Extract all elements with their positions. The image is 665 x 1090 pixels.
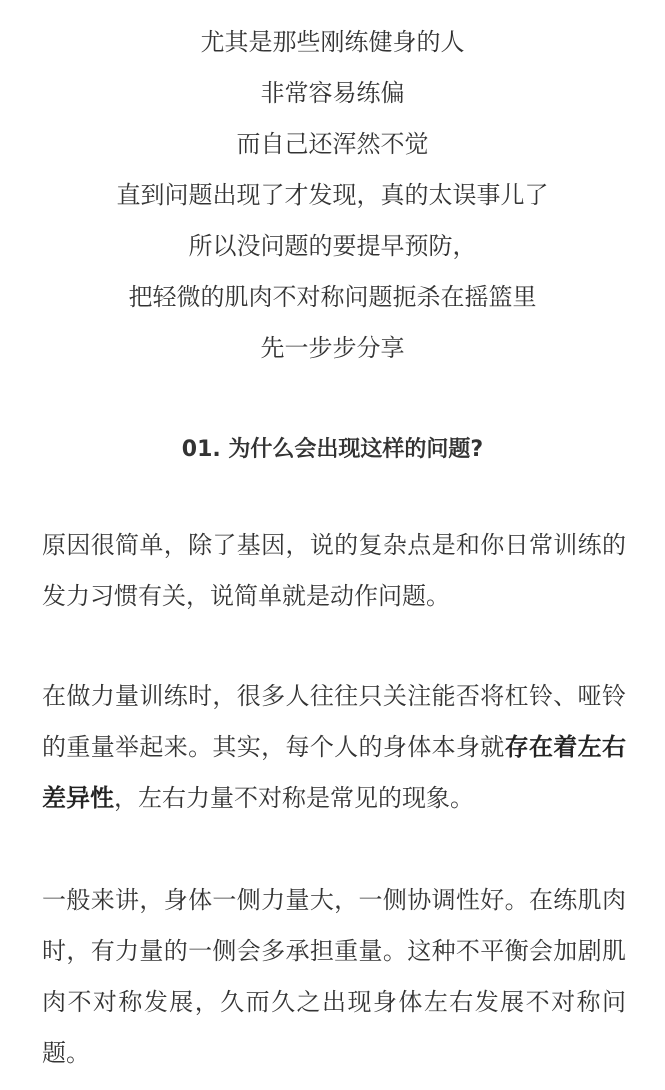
paragraph-1	[42, 520, 626, 622]
paragraph-2	[42, 671, 626, 824]
paragraph-line	[42, 722, 626, 773]
paragraph-line: 原因很简单，除了基因，说的复杂点是和你日常训练的	[42, 531, 626, 559]
text-span: 的重量举起来。其实，每个人的身体本身就	[42, 733, 505, 761]
paragraph-line: 发力习惯有关，说简单就是动作问题。	[42, 582, 450, 610]
text-span: ，左右力量不对称是常见的现象。	[114, 784, 474, 812]
intro-line: 尤其是那些刚练健身的人	[200, 28, 465, 56]
intro-line: 直到问题出现了才发现，真的太误事儿了	[116, 181, 549, 209]
section-heading: 01. 为什么会出现这样的问题?	[181, 437, 484, 462]
paragraph-line: 题。	[42, 1039, 90, 1067]
intro-lines	[0, 17, 665, 374]
paragraph-3	[42, 875, 626, 1079]
paragraph-line: 肉不对称发展，久而久之出现身体左右发展不对称问	[42, 988, 626, 1016]
intro-line: 非常容易练偏	[260, 79, 405, 107]
intro-line: 先一步步分享	[260, 334, 405, 362]
intro-line: 而自己还浑然不觉	[236, 130, 429, 158]
paragraph-line	[42, 773, 626, 824]
paragraph-line: 时，有力量的一侧会多承担重量。这种不平衡会加剧肌	[42, 937, 626, 965]
paragraph-line: 在做力量训练时，很多人往往只关注能否将杠铃、哑铃	[42, 682, 626, 710]
bold-emphasis: 存在着左右	[504, 733, 627, 761]
intro-line: 把轻微的肌肉不对称问题扼杀在摇篮里	[128, 283, 537, 311]
intro-line: 所以没问题的要提早预防，	[188, 232, 477, 260]
bold-emphasis: 差异性	[42, 784, 114, 812]
paragraph-line: 一般来讲，身体一侧力量大，一侧协调性好。在练肌肉	[42, 886, 626, 914]
